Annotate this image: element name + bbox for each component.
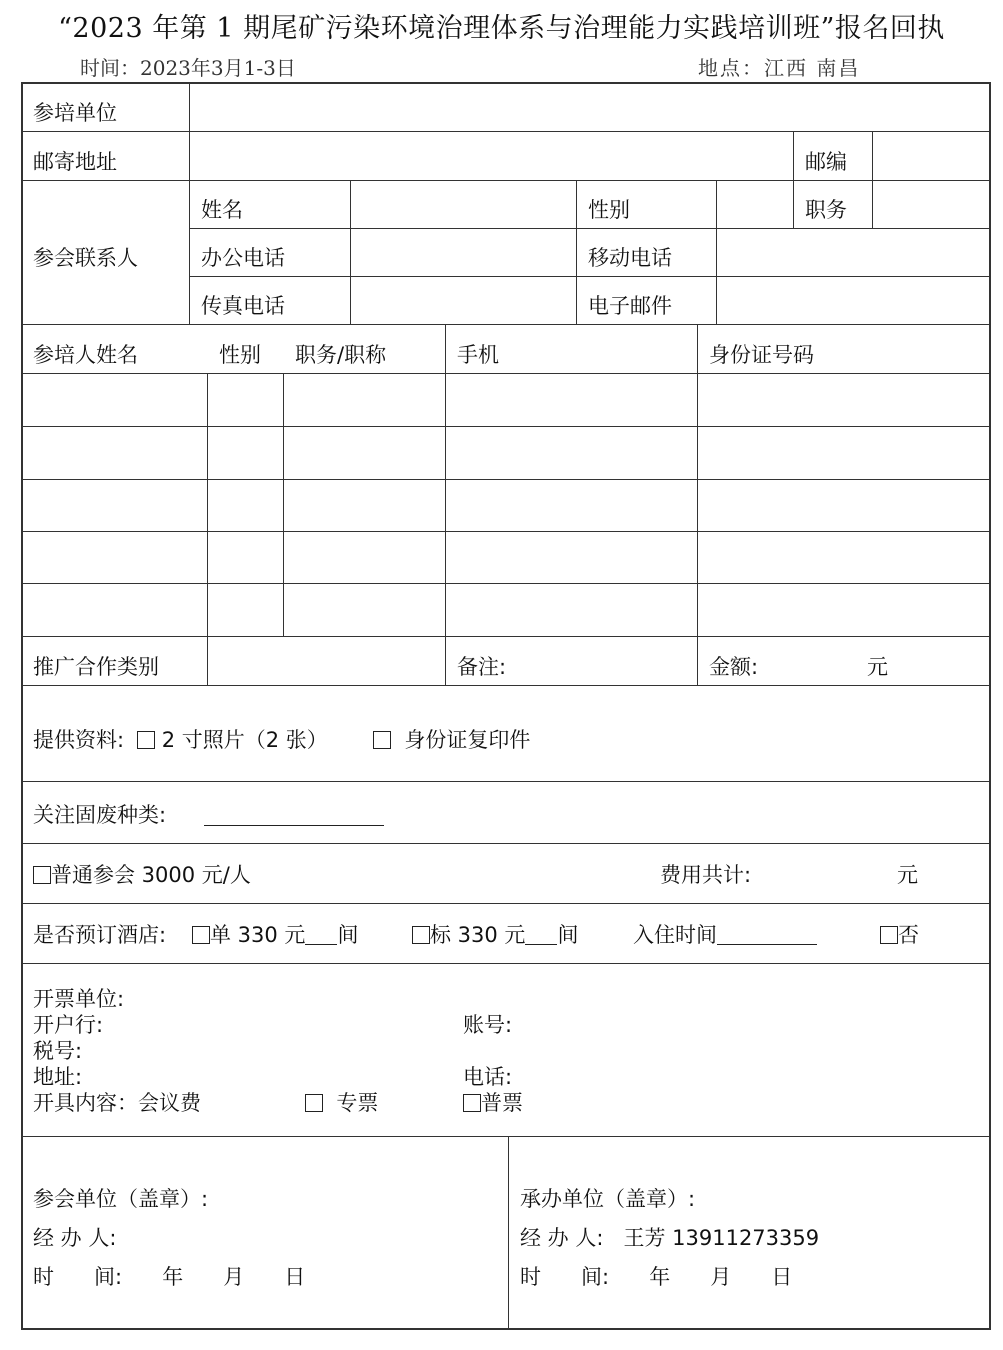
rule bbox=[23, 131, 991, 132]
amount-unit: 元 bbox=[867, 655, 888, 679]
special-invoice-option[interactable] bbox=[305, 1093, 378, 1114]
remark-label: 备注: bbox=[457, 655, 507, 679]
checkin-label: 入住时间 bbox=[633, 923, 717, 947]
contact-name-label: 姓名 bbox=[201, 198, 243, 222]
participant-gender-header: 性别 bbox=[219, 343, 261, 367]
attendee-handler-label: 经 办 人: bbox=[33, 1226, 117, 1250]
id-copy-label: 身份证复印件 bbox=[404, 728, 531, 752]
rule bbox=[23, 903, 991, 904]
rule bbox=[23, 531, 991, 532]
postcode-label: 邮编 bbox=[805, 150, 847, 174]
id-copy-checkbox[interactable] bbox=[373, 731, 391, 749]
rule bbox=[23, 180, 991, 181]
rule bbox=[23, 781, 991, 782]
hotel-no-option[interactable] bbox=[880, 925, 919, 946]
rule bbox=[23, 685, 991, 686]
amount-label: 金额: bbox=[709, 655, 759, 679]
invoice-tax-label: 税号: bbox=[33, 1039, 83, 1063]
photo-checkbox[interactable] bbox=[137, 731, 155, 749]
rule bbox=[283, 373, 284, 636]
fee-total-unit: 元 bbox=[897, 863, 918, 887]
photo-label: 2 寸照片（2 张） bbox=[161, 728, 328, 752]
id-copy-option[interactable] bbox=[373, 730, 530, 751]
contact-gender-label: 性别 bbox=[588, 198, 630, 222]
rule bbox=[23, 843, 991, 844]
hotel-single-label: 单 330 元 bbox=[210, 923, 306, 947]
rule bbox=[576, 180, 577, 324]
photo-option[interactable] bbox=[137, 730, 328, 751]
invoice-phone-label: 电话: bbox=[463, 1065, 513, 1089]
organizer-handler-label: 经 办 人: bbox=[520, 1226, 604, 1250]
materials-label: 提供资料: bbox=[33, 728, 125, 752]
rule bbox=[23, 479, 991, 480]
participant-mobile-header: 手机 bbox=[457, 343, 499, 367]
attendee-time-label: 时 间: bbox=[33, 1265, 123, 1289]
rule bbox=[189, 276, 991, 277]
special-invoice-checkbox[interactable] bbox=[305, 1094, 323, 1112]
waste-input-line[interactable] bbox=[204, 807, 384, 826]
unit-label: 参培单位 bbox=[33, 101, 117, 125]
email-label: 电子邮件 bbox=[588, 294, 672, 318]
rule bbox=[350, 180, 351, 324]
hotel-standard-option[interactable] bbox=[412, 925, 578, 946]
invoice-account-label: 账号: bbox=[463, 1013, 513, 1037]
rule bbox=[716, 180, 717, 324]
rule bbox=[697, 324, 698, 685]
rule bbox=[508, 1136, 509, 1330]
training-time: 时间：2023年3月1-3日 bbox=[80, 56, 296, 80]
hotel-single-option[interactable] bbox=[192, 925, 358, 946]
rule bbox=[445, 324, 446, 685]
attendee-date bbox=[33, 1267, 305, 1288]
participant-name-header: 参培人姓名 bbox=[33, 343, 138, 367]
special-invoice-label: 专票 bbox=[336, 1091, 379, 1115]
waste-label: 关注固废种类: bbox=[33, 803, 167, 827]
rule bbox=[23, 324, 991, 325]
rule bbox=[189, 84, 190, 324]
contact-label: 参会联系人 bbox=[33, 246, 138, 270]
rule bbox=[23, 1136, 991, 1137]
contact-position-label: 职务 bbox=[805, 198, 847, 222]
rule bbox=[23, 373, 991, 374]
rule bbox=[23, 583, 991, 584]
hotel-single-checkbox[interactable] bbox=[192, 926, 210, 944]
rule bbox=[189, 228, 991, 229]
hotel-label: 是否预订酒店: bbox=[33, 923, 167, 947]
rule bbox=[872, 131, 873, 228]
regular-fee-label: 普通参会 3000 元/人 bbox=[51, 863, 251, 887]
hotel-standard-checkbox[interactable] bbox=[412, 926, 430, 944]
organizer-time-label: 时 间: bbox=[520, 1265, 610, 1289]
normal-invoice-label: 普票 bbox=[481, 1091, 523, 1115]
fee-total-label: 费用共计: bbox=[660, 863, 752, 887]
organizer-handler bbox=[520, 1228, 819, 1249]
hotel-single-rooms-line[interactable] bbox=[305, 926, 337, 945]
organizer-unit-stamp-label: 承办单位（盖章）: bbox=[520, 1187, 696, 1211]
attendee-date-placeholder: 年 月 日 bbox=[162, 1265, 306, 1289]
organizer-date bbox=[520, 1267, 792, 1288]
invoice-content-label: 开具内容：会议费 bbox=[33, 1091, 201, 1115]
organizer-date-placeholder: 年 月 日 bbox=[649, 1265, 793, 1289]
rule bbox=[23, 963, 991, 964]
normal-invoice-option[interactable] bbox=[463, 1093, 523, 1114]
hotel-no-label: 否 bbox=[898, 923, 919, 947]
attendee-unit-stamp-label: 参会单位（盖章）: bbox=[33, 1187, 209, 1211]
rule bbox=[207, 373, 208, 685]
registration-form bbox=[21, 82, 991, 1330]
hotel-standard-rooms-line[interactable] bbox=[525, 926, 557, 945]
rule bbox=[793, 131, 794, 228]
training-place: 地点：江西 南昌 bbox=[698, 56, 861, 80]
invoice-address-label: 地址: bbox=[33, 1065, 83, 1089]
checkin-line[interactable] bbox=[717, 926, 817, 945]
hotel-standard-unit: 间 bbox=[557, 923, 579, 947]
regular-fee-checkbox[interactable] bbox=[33, 866, 51, 884]
organizer-handler-contact: 王芳 13911273359 bbox=[623, 1226, 820, 1250]
hotel-no-checkbox[interactable] bbox=[880, 926, 898, 944]
promo-category-label: 推广合作类别 bbox=[33, 655, 159, 679]
page-title: “2023 年第 1 期尾矿污染环境治理体系与治理能力实践培训班”报名回执 bbox=[58, 13, 945, 44]
regular-fee-option[interactable] bbox=[33, 865, 251, 886]
checkin-field[interactable] bbox=[633, 925, 817, 946]
hotel-single-unit: 间 bbox=[337, 923, 359, 947]
address-label: 邮寄地址 bbox=[33, 150, 117, 174]
mobile-label: 移动电话 bbox=[588, 246, 672, 270]
rule bbox=[23, 426, 991, 427]
invoice-unit-label: 开票单位: bbox=[33, 987, 125, 1011]
office-phone-label: 办公电话 bbox=[201, 246, 285, 270]
participant-id-header: 身份证号码 bbox=[709, 343, 814, 367]
normal-invoice-checkbox[interactable] bbox=[463, 1094, 481, 1112]
invoice-bank-label: 开户行: bbox=[33, 1013, 104, 1037]
participant-title-header: 职务/职称 bbox=[295, 343, 387, 367]
hotel-standard-label: 标 330 元 bbox=[430, 923, 526, 947]
rule bbox=[23, 636, 991, 637]
fax-label: 传真电话 bbox=[201, 294, 285, 318]
